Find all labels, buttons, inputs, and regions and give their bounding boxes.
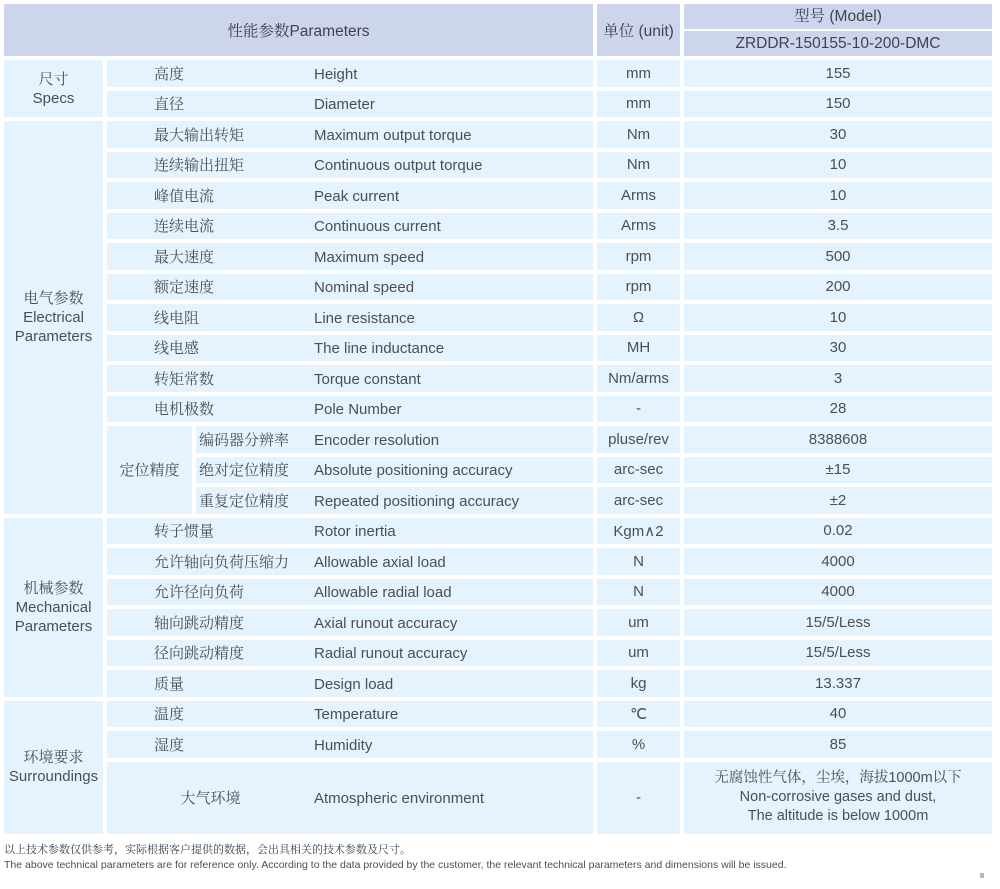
table-row: [4, 152, 992, 179]
table-row: [4, 426, 992, 453]
header-parameters: 性能参数Parameters: [4, 4, 593, 56]
param-name-cell: [107, 731, 593, 758]
category-mechanical: [4, 518, 103, 697]
atmos-value-line: 无腐蚀性气体，尘埃，海拔1000m以下: [714, 770, 962, 786]
param-name-cell: [107, 304, 593, 331]
unit-cell: ℃: [597, 701, 680, 728]
param-en: Design load: [314, 675, 394, 693]
table-row: [4, 182, 992, 209]
unit-cell: arc-sec: [597, 457, 680, 484]
value-cell: 30: [684, 335, 992, 362]
param-en: Axial runout accuracy: [314, 614, 458, 632]
param-name-cell: [196, 426, 593, 453]
category-cn: 机械参数: [23, 579, 84, 597]
param-en: Radial runout accuracy: [314, 645, 468, 663]
atmos-value-line: The altitude is below 1000m: [747, 808, 929, 824]
unit-cell: rpm: [597, 274, 680, 301]
param-cn: 允许径向负荷: [154, 584, 245, 602]
table-row: [4, 304, 992, 331]
param-cn: 轴向跳动精度: [154, 614, 245, 632]
param-cn: 连续输出扭矩: [154, 157, 245, 175]
param-en: Absolute positioning accuracy: [314, 462, 513, 480]
param-en: Rotor inertia: [314, 523, 396, 541]
table-header-row: [4, 4, 992, 56]
unit-cell: N: [597, 579, 680, 606]
param-name-cell: [107, 548, 593, 575]
table-row: [4, 701, 992, 728]
param-cn: 峰值电流: [154, 187, 215, 205]
param-en: Height: [314, 65, 358, 83]
table-row: [4, 640, 992, 667]
category-en: Electrical: [23, 308, 84, 326]
table-row: [4, 91, 992, 118]
param-cn: 电机极数: [154, 401, 215, 419]
param-name-cell: [107, 670, 593, 697]
category-en: Parameters: [14, 617, 93, 635]
value-cell: 13.337: [684, 670, 992, 697]
value-cell: 8388608: [684, 426, 992, 453]
value-cell: 28: [684, 396, 992, 423]
value-cell: 155: [684, 60, 992, 87]
table-row: [4, 121, 992, 148]
category-en: Specs: [32, 89, 75, 107]
param-cn: 径向跳动精度: [154, 645, 245, 663]
param-name-cell: [196, 457, 593, 484]
footer-note: [4, 843, 1000, 873]
unit-cell: %: [597, 731, 680, 758]
value-cell: 0.02: [684, 518, 992, 545]
param-en: Torque constant: [314, 370, 421, 388]
param-name-cell: [107, 762, 593, 834]
table-row: [4, 396, 992, 423]
unit-cell: pluse/rev: [597, 426, 680, 453]
param-name-cell: [107, 579, 593, 606]
param-en: Line resistance: [314, 309, 415, 327]
param-en: Allowable radial load: [314, 584, 452, 602]
param-cn: 质量: [154, 675, 185, 693]
stray-mark: [980, 873, 984, 878]
param-en: The line inductance: [314, 340, 445, 358]
param-name-cell: [107, 91, 593, 118]
value-cell: 10: [684, 152, 992, 179]
param-name-cell: [107, 609, 593, 636]
param-en: Repeated positioning accuracy: [314, 492, 520, 510]
param-name-cell: [107, 121, 593, 148]
unit-cell: um: [597, 640, 680, 667]
param-cn: 连续电流: [154, 218, 215, 236]
param-cn: 大气环境: [180, 790, 241, 807]
value-cell: 200: [684, 274, 992, 301]
param-name-cell: [107, 243, 593, 270]
table-row: [4, 762, 992, 834]
category-specs: [4, 60, 103, 117]
value-cell: ±2: [684, 487, 992, 514]
unit-cell: Nm: [597, 152, 680, 179]
value-cell: 4000: [684, 579, 992, 606]
unit-cell: Ω: [597, 304, 680, 331]
header-unit: 单位 (unit): [597, 4, 680, 56]
value-cell: ±15: [684, 457, 992, 484]
category-surroundings: [4, 701, 103, 834]
table-row: [4, 518, 992, 545]
param-cn: 转子惯量: [154, 523, 215, 541]
value-cell: 85: [684, 731, 992, 758]
table-row: [4, 579, 992, 606]
category-en: Surroundings: [8, 768, 99, 785]
param-en: Maximum output torque: [314, 126, 472, 144]
category-electrical: [4, 121, 103, 514]
unit-cell: Arms: [597, 213, 680, 240]
table-row: [4, 731, 992, 758]
param-en: Atmospheric environment: [314, 790, 485, 807]
param-cn: 最大速度: [154, 248, 215, 266]
param-en: Continuous current: [314, 218, 441, 236]
param-en: Diameter: [314, 96, 375, 114]
table-row: [4, 609, 992, 636]
param-name-cell: [107, 518, 593, 545]
value-cell: 3: [684, 365, 992, 392]
footer-note-cn: 以上技术参数仅供参考，实际根据客户提供的数据，会出具相关的技术参数及尺寸。: [4, 843, 411, 856]
value-cell: 150: [684, 91, 992, 118]
param-name-cell: [107, 701, 593, 728]
param-en: Pole Number: [314, 401, 402, 419]
param-cn: 湿度: [154, 736, 185, 754]
param-name-cell: [107, 213, 593, 240]
param-en: Allowable axial load: [314, 553, 446, 571]
table-row: [4, 548, 992, 575]
value-cell: 30: [684, 121, 992, 148]
param-en: Encoder resolution: [314, 431, 440, 449]
unit-cell: mm: [597, 91, 680, 118]
param-en: Nominal speed: [314, 279, 415, 297]
param-cn: 额定速度: [154, 279, 215, 297]
param-name-cell: [107, 365, 593, 392]
table-row: [4, 243, 992, 270]
unit-cell: um: [597, 609, 680, 636]
model-label: 型号 (Model): [684, 4, 992, 31]
param-name-cell: [107, 396, 593, 423]
param-name-cell: [107, 274, 593, 301]
value-cell: 4000: [684, 548, 992, 575]
param-cn: 转矩常数: [154, 370, 215, 388]
model-value: ZRDDR-150155-10-200-DMC: [735, 35, 941, 52]
unit-cell: Nm: [597, 121, 680, 148]
value-cell: 15/5/Less: [684, 640, 992, 667]
unit-cell: N: [597, 548, 680, 575]
param-name-cell: [107, 182, 593, 209]
category-en: Mechanical: [15, 598, 92, 616]
unit-cell: Nm/arms: [597, 365, 680, 392]
table-row: [4, 670, 992, 697]
param-name-cell: [107, 640, 593, 667]
unit-cell: rpm: [597, 243, 680, 270]
table-row: [4, 335, 992, 362]
param-name-cell: [107, 60, 593, 87]
value-cell: 15/5/Less: [684, 609, 992, 636]
unit-cell: mm: [597, 60, 680, 87]
param-cn: 直径: [154, 96, 185, 114]
value-cell: [684, 762, 992, 834]
table-row: [4, 213, 992, 240]
category-en: Parameters: [14, 327, 93, 345]
unit-cell: -: [597, 762, 680, 834]
param-name-cell: [107, 335, 593, 362]
param-en: Continuous output torque: [314, 157, 483, 175]
param-en: Humidity: [314, 736, 373, 754]
subgroup-positioning-accuracy: 定位精度: [107, 426, 192, 514]
param-name-cell: [107, 152, 593, 179]
param-cn: 最大输出转矩: [154, 126, 245, 144]
param-cn: 绝对定位精度: [199, 462, 290, 480]
unit-cell: arc-sec: [597, 487, 680, 514]
unit-cell: MH: [597, 335, 680, 362]
value-cell: 10: [684, 304, 992, 331]
value-cell: 40: [684, 701, 992, 728]
table-row: [4, 60, 992, 87]
unit-cell: Arms: [597, 182, 680, 209]
param-en: Temperature: [314, 706, 399, 724]
value-cell: 10: [684, 182, 992, 209]
unit-cell: -: [597, 396, 680, 423]
param-cn: 线电阻: [154, 309, 200, 327]
param-en: Maximum speed: [314, 248, 425, 266]
unit-cell: kg: [597, 670, 680, 697]
footer-note-en: The above technical parameters are for reference only. According to the data provided by the customer, the relevant technical parameters and dimensions will be issued.: [4, 858, 787, 871]
table-row: [4, 365, 992, 392]
param-cn: 重复定位精度: [199, 492, 290, 510]
category-cn: 尺寸: [38, 70, 69, 88]
atmos-value-line: Non-corrosive gases and dust,: [739, 789, 937, 805]
category-cn: 电气参数: [23, 289, 84, 307]
header-model: [684, 4, 992, 56]
value-cell: 500: [684, 243, 992, 270]
param-cn: 编码器分辨率: [199, 431, 290, 449]
param-cn: 线电感: [154, 340, 200, 358]
unit-cell: Kgm∧2: [597, 518, 680, 545]
category-cn: 环境要求: [23, 749, 84, 766]
table-row: [4, 274, 992, 301]
value-cell: 3.5: [684, 213, 992, 240]
param-cn: 允许轴向负荷压缩力: [154, 553, 290, 571]
param-cn: 高度: [154, 65, 185, 83]
param-name-cell: [196, 487, 593, 514]
param-cn: 温度: [154, 706, 185, 724]
param-en: Peak current: [314, 187, 400, 205]
